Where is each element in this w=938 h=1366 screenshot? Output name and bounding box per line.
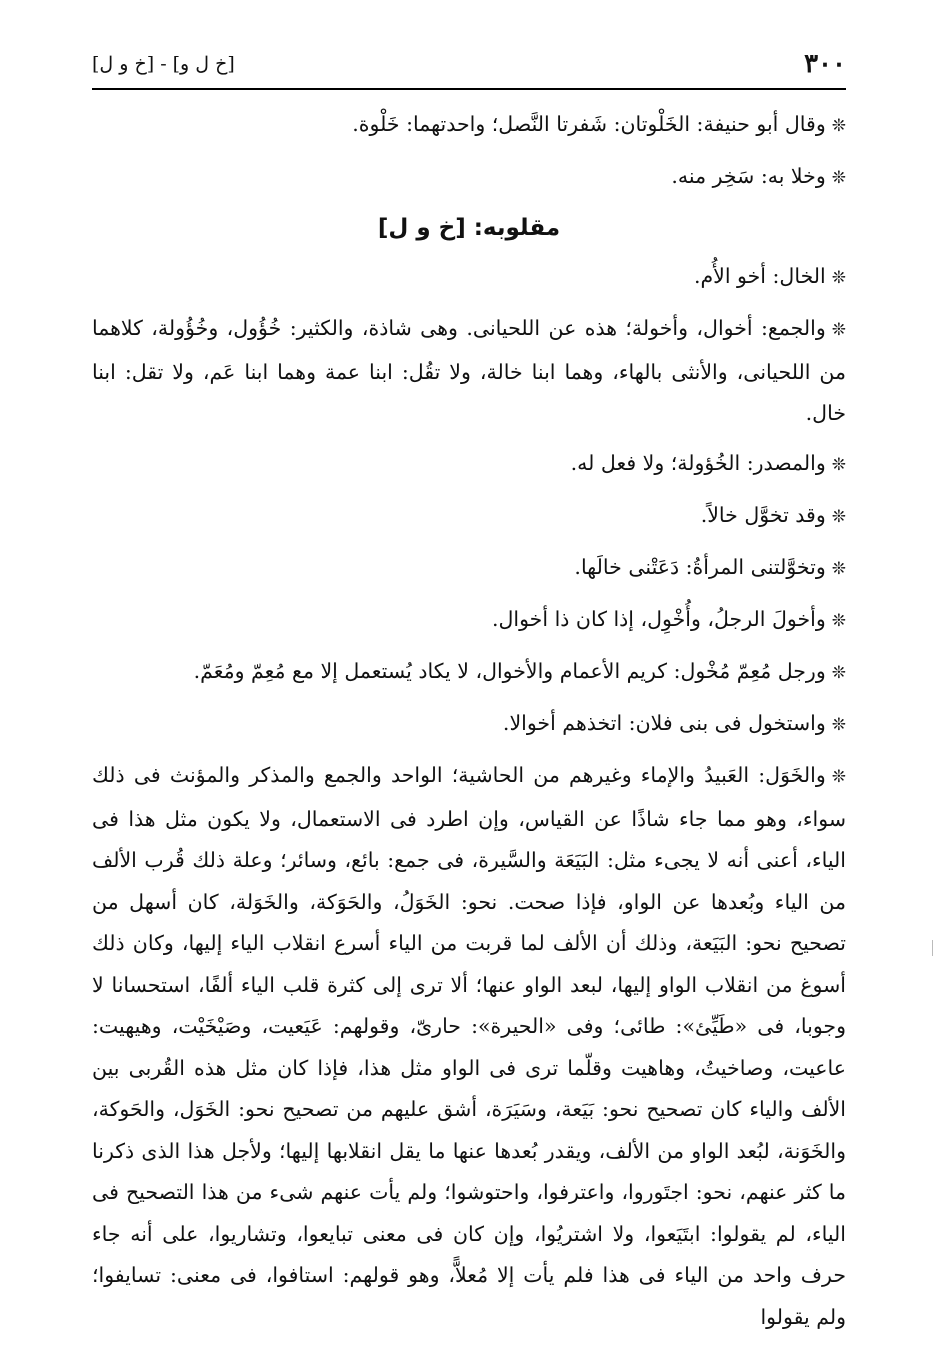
- page-header: [92, 44, 846, 84]
- paragraph: [92, 651, 846, 695]
- paragraph: [92, 703, 846, 747]
- margin-mark: [926, 940, 933, 956]
- paragraph-text: والخَوَل: العَبيدُ والإماء وغيرهم من الحاشية؛ الواحد والجمع والمذكر والمؤنث فى ذلك سواء، وهو مما جاء شاذًا عن القياس، وإن اطرد فى الاستعمال، ولا يكون مثل هذا فى الياء، أعنى أنه لا يجىء مثل: البَيَعَة والسَّيرة، فى جمع: بائع، وسائر؛ وعلة ذلك قُرب الألف من الياء وبُعدها عن الواو، فإذا صحت. نحو: الخَوَلُ، والحَوَكة، والخَوَلة، كان أسهل من تصحيح نحو: البَيَعة، وذلك أن الألف لما قربت من الياء أسرع انقلاب الياء إليها، وكان ذلك أسوغ من انقلاب الواو إليها، لبعد الواو عنها؛ ألا ترى إلى كثرة قلب الياء ألفًا، استحسانا لا وجوبا، فى «طَيِّئ»: طائى؛ وفى «الحيرة»: حارىّ، وقولهم: عَيَعيت، وصَيْخَيْت، وهيهيت: عاعيت، وصاخيتُ، وهاهيت وقلّما ترى فى الواو مثل هذا، فإذا كان مثل هذه القُربى بين الألف والياء كان تصحيح نحو: بَيَعة، وسَيَرَة، أشق عليهم من تصحيح نحو: الخَوَل، والحَوكة، والخَوَنة، لبُعد الواو من الألف، ويقدر بُعدها عنها ما يقل انقلابها إليها؛ ولأجل هذا الذى ذكرنا ما كثر عنهم، نحو: اجتَوروا، واعترفوا، واحتوشوا؛ ولم يأت عنهم شىء من هذا التصحيح فى الياء، لم يقولوا: ابتَيَعوا، ولا اشتريُوا، وإن كان فى معنى تبايعوا، وتشاريوا، على أنه جاء حرف واحد من الياء فى هذا فلم يأت إلا مُعلاًّ، وهو قولهم: استافوا، فى معنى: تسايفوا؛ ولم يقولوا: [92, 763, 846, 1329]
- paragraph: [92, 599, 846, 643]
- asterism-icon: ❊: [831, 767, 846, 787]
- page-number: ٣٠٠: [804, 49, 846, 79]
- paragraph-text: الخال: أخو الأُم.: [693, 264, 826, 288]
- paragraph: [92, 495, 846, 539]
- paragraph-text: والمصدر: الخُؤولة؛ ولا فعل له.: [570, 451, 826, 475]
- paragraph-text: وخلا به: سَخِر منه.: [671, 164, 826, 188]
- paragraph: [92, 256, 846, 300]
- paragraph-text: وقد تخوَّل خالاً.: [700, 503, 826, 527]
- asterism-icon: ❊: [831, 715, 846, 735]
- paragraph-text: وأخولَ الرجلُ، وأُخْوِل، إذا كان ذا أخوال.: [491, 607, 826, 631]
- paragraph: [92, 156, 846, 200]
- paragraph: [92, 755, 846, 1338]
- paragraph-text: وقال أبو حنيفة: الخَلْوتان: شَفرتا النَّصل؛ واحدتهما: خَلْوة.: [352, 112, 826, 136]
- running-head: [خ ل و] - [خ و ل]: [92, 53, 235, 75]
- paragraph: [92, 443, 846, 487]
- asterism-icon: ❊: [831, 116, 846, 136]
- asterism-icon: ❊: [831, 455, 846, 475]
- paragraph-text: ورجل مُعِمّ مُخْول: كريم الأعمام والأخوال، لا يكاد يُستعمل إلا مع مُعِمّ ومُعَمّ.: [193, 659, 826, 683]
- asterism-icon: ❊: [831, 663, 846, 683]
- paragraph: [92, 104, 846, 148]
- paragraph: [92, 547, 846, 591]
- header-rule: [92, 88, 846, 90]
- asterism-icon: ❊: [831, 320, 846, 340]
- asterism-icon: ❊: [831, 611, 846, 631]
- asterism-icon: ❊: [831, 168, 846, 188]
- paragraph-text: وتخوَّلتنى المرأةُ: دَعَتْنى خالَها.: [574, 555, 826, 579]
- asterism-icon: ❊: [831, 268, 846, 288]
- page-body: [92, 104, 846, 1338]
- asterism-icon: ❊: [831, 559, 846, 579]
- paragraph-text: والجمع: أخوال، وأخولة؛ هذه عن اللحيانى. وهى شاذة، والكثير: خُؤُول، وخُؤُولة، كلاهما من اللحيانى، والأنثى بالهاء، وهما ابنا خالة، ولا تقُل: ابنا عمة وهما ابنا عَم، ولا تقل: ابنا خال.: [92, 316, 846, 425]
- asterism-icon: ❊: [831, 507, 846, 527]
- section-heading: مقلوبه: [خ و ل]: [377, 215, 561, 241]
- paragraph: [92, 308, 846, 435]
- paragraph-text: واستخول فى بنى فلان: اتخذهم أخوالا.: [502, 711, 826, 735]
